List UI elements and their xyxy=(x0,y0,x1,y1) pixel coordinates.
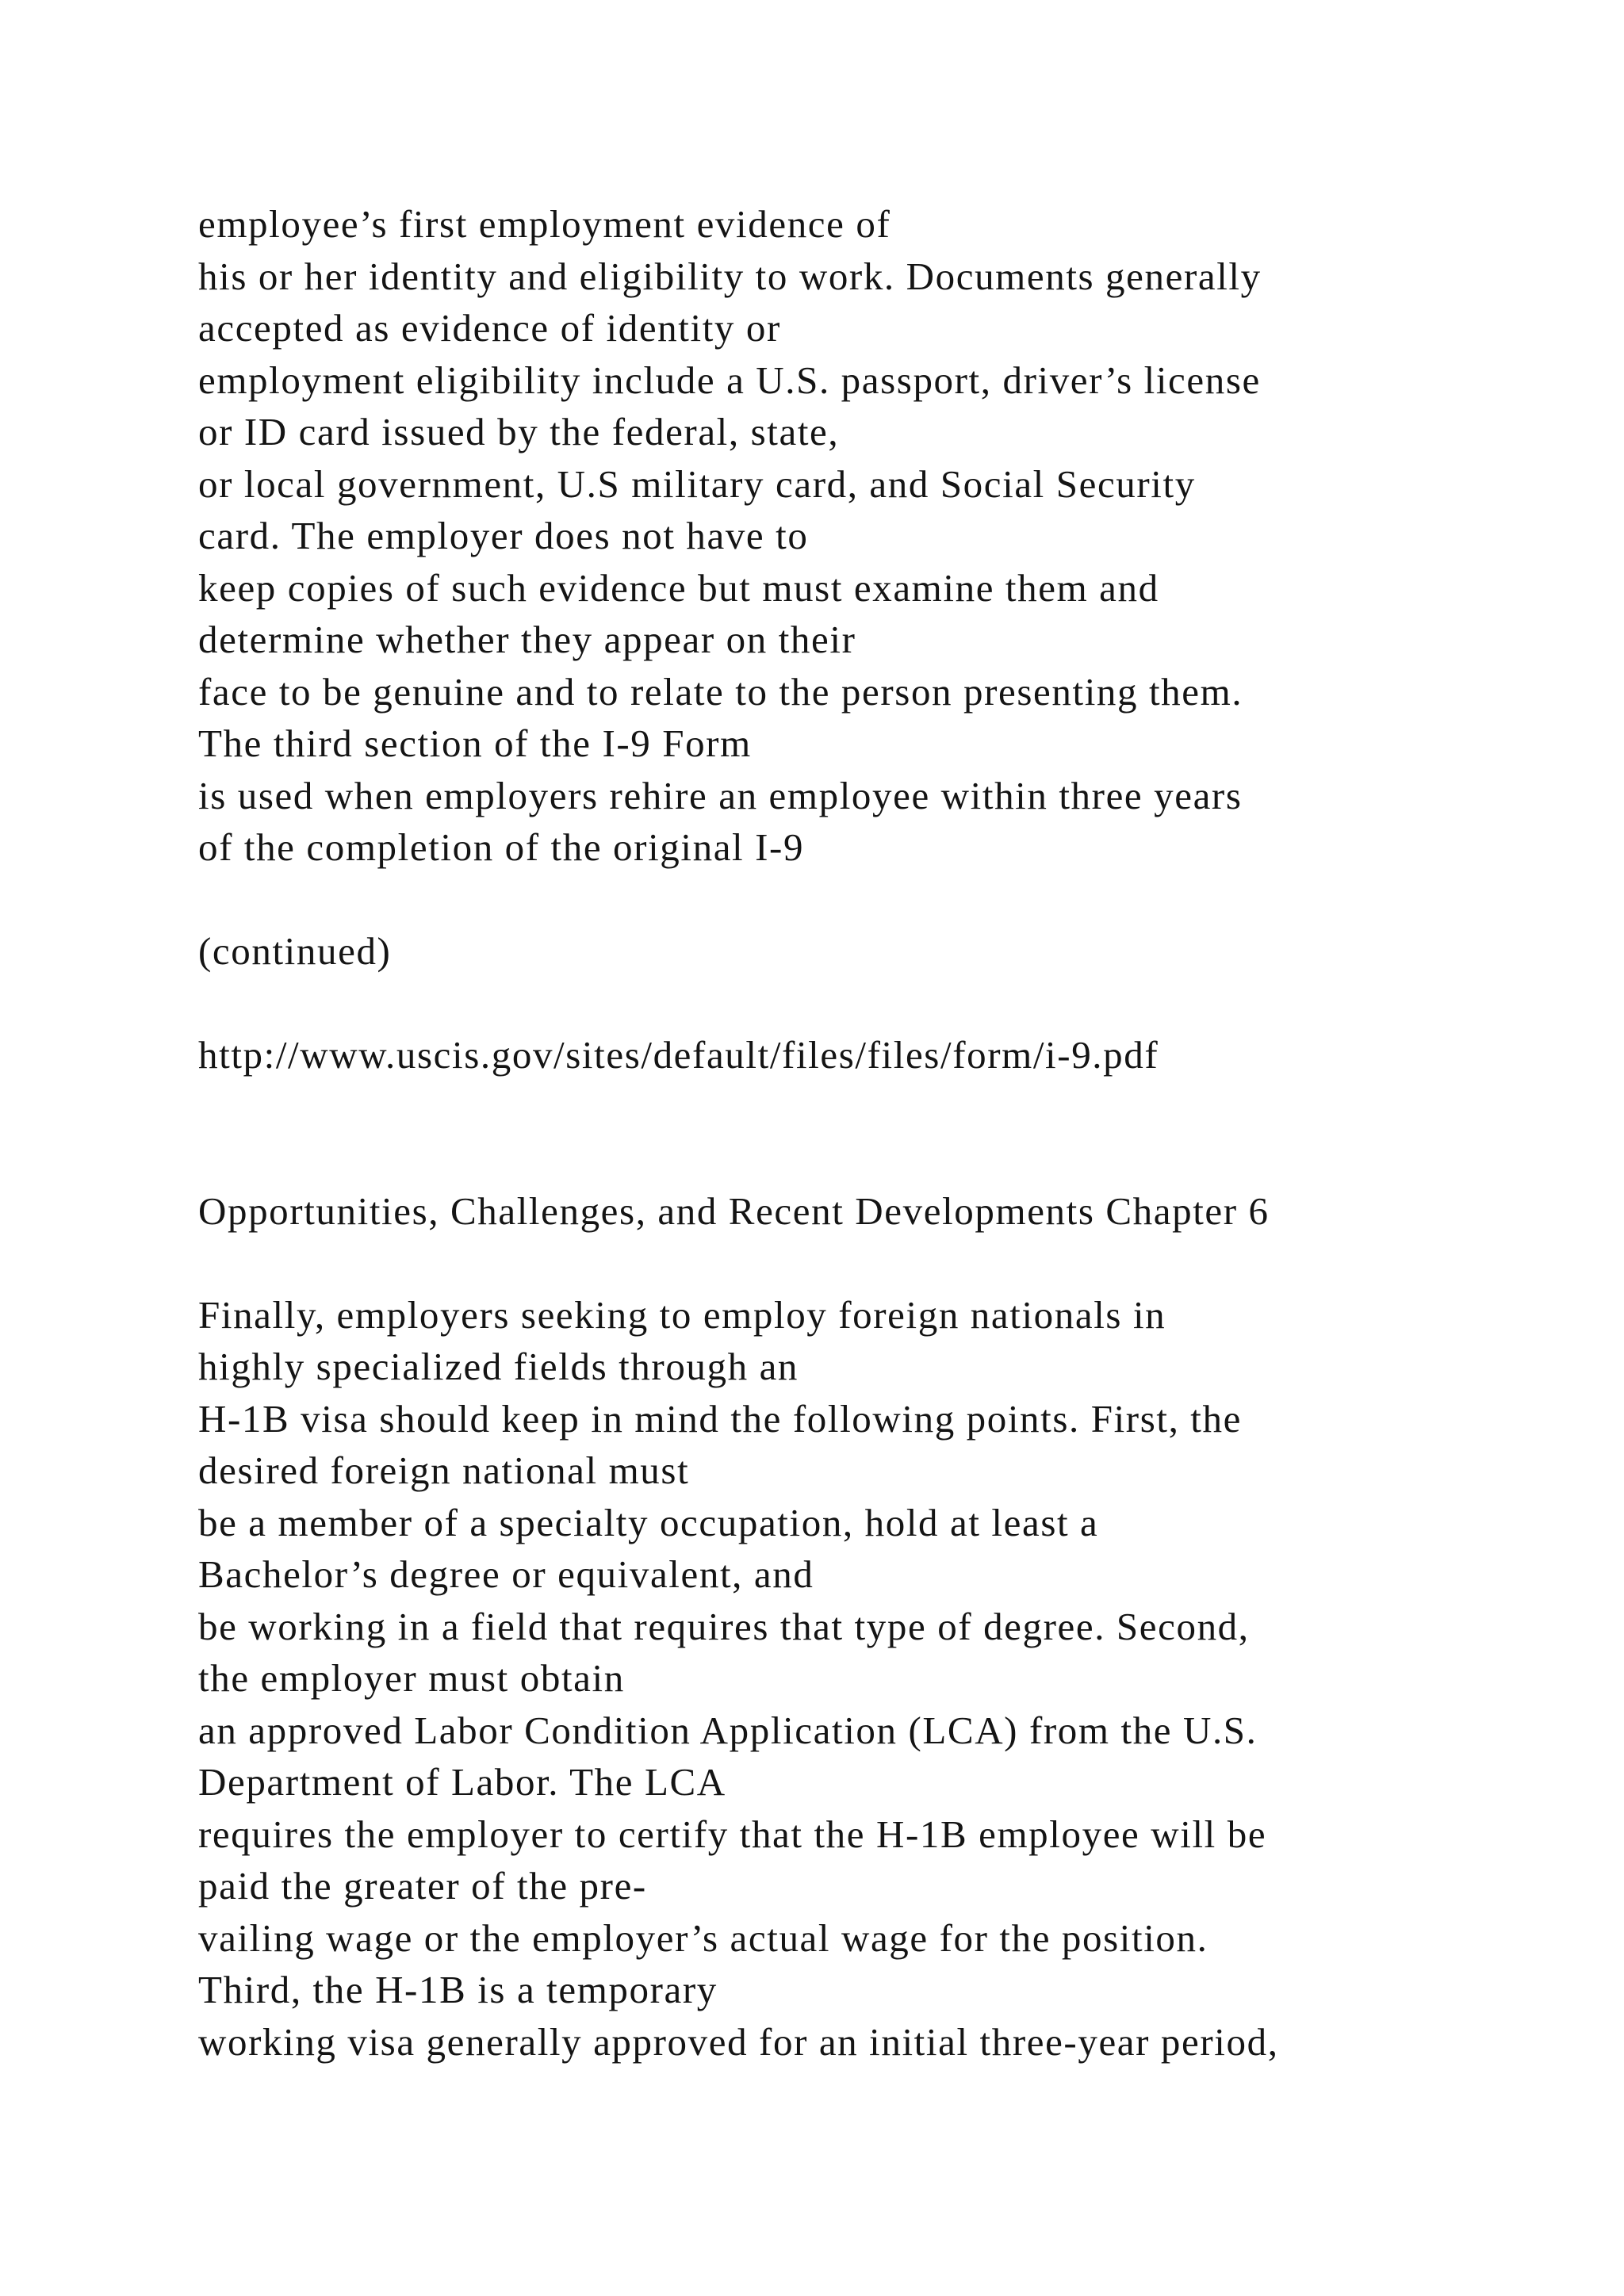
text-line: Finally, employers seeking to employ foreign nationals in xyxy=(198,1292,1166,1337)
text-line: card. The employer does not have to xyxy=(198,514,809,557)
text-line: Department of Labor. The LCA xyxy=(198,1760,726,1804)
text-line: face to be genuine and to relate to the person presenting them. xyxy=(198,669,1243,714)
text-line: highly specialized fields through an xyxy=(198,1345,799,1388)
text-line: or ID card issued by the federal, state, xyxy=(198,410,840,453)
spacer xyxy=(198,874,1546,926)
text-line: determine whether they appear on their xyxy=(198,618,856,661)
text-line: paid the greater of the pre- xyxy=(198,1864,647,1908)
text-line: or local government, U.S military card, and Social Security xyxy=(198,461,1196,506)
text-line: vailing wage or the employer’s actual wage for the position. xyxy=(198,1915,1208,1960)
text-line: keep copies of such evidence but must examine them and xyxy=(198,565,1159,610)
text-line: be a member of a specialty occupation, hold at least a xyxy=(198,1500,1099,1544)
text-line: H-1B visa should keep in mind the following points. First, the xyxy=(198,1396,1242,1441)
running-header: Opportunities, Challenges, and Recent Developments Chapter 6 xyxy=(198,1188,1270,1233)
paragraph-employment-eligibility xyxy=(198,198,1546,874)
spacer xyxy=(198,1237,1546,1289)
document-body xyxy=(198,198,1546,2068)
text-line: working visa generally approved for an initial three-year period, xyxy=(198,2019,1279,2064)
text-line: of the completion of the original I-9 xyxy=(198,825,805,869)
text-line: be working in a field that requires that type of degree. Second, xyxy=(198,1604,1250,1648)
text-line: employee’s first employment evidence of xyxy=(198,202,891,246)
spacer xyxy=(198,1081,1546,1185)
text-line: desired foreign national must xyxy=(198,1448,690,1492)
text-line: employment eligibility include a U.S. passport, driver’s license xyxy=(198,358,1261,402)
text-line: accepted as evidence of identity or xyxy=(198,306,781,350)
text-line: is used when employers rehire an employee within three years xyxy=(198,773,1243,817)
text-line: Bachelor’s degree or equivalent, and xyxy=(198,1552,814,1596)
text-line: requires the employer to certify that the H-1B employee will be xyxy=(198,1812,1267,1856)
text-line: The third section of the I-9 Form xyxy=(198,721,752,765)
continued-label: (continued) xyxy=(198,929,392,973)
text-line: an approved Labor Condition Application (LCA) from the U.S. xyxy=(198,1708,1258,1752)
spacer xyxy=(198,978,1546,1030)
text-line: his or her identity and eligibility to work. Documents generally xyxy=(198,254,1262,298)
text-line: the employer must obtain xyxy=(198,1656,625,1700)
text-line: Third, the H-1B is a temporary xyxy=(198,1968,718,2011)
paragraph-h1b-visa xyxy=(198,1289,1546,2068)
source-url: http://www.uscis.gov/sites/default/files/files/form/i-9.pdf xyxy=(198,1033,1159,1077)
